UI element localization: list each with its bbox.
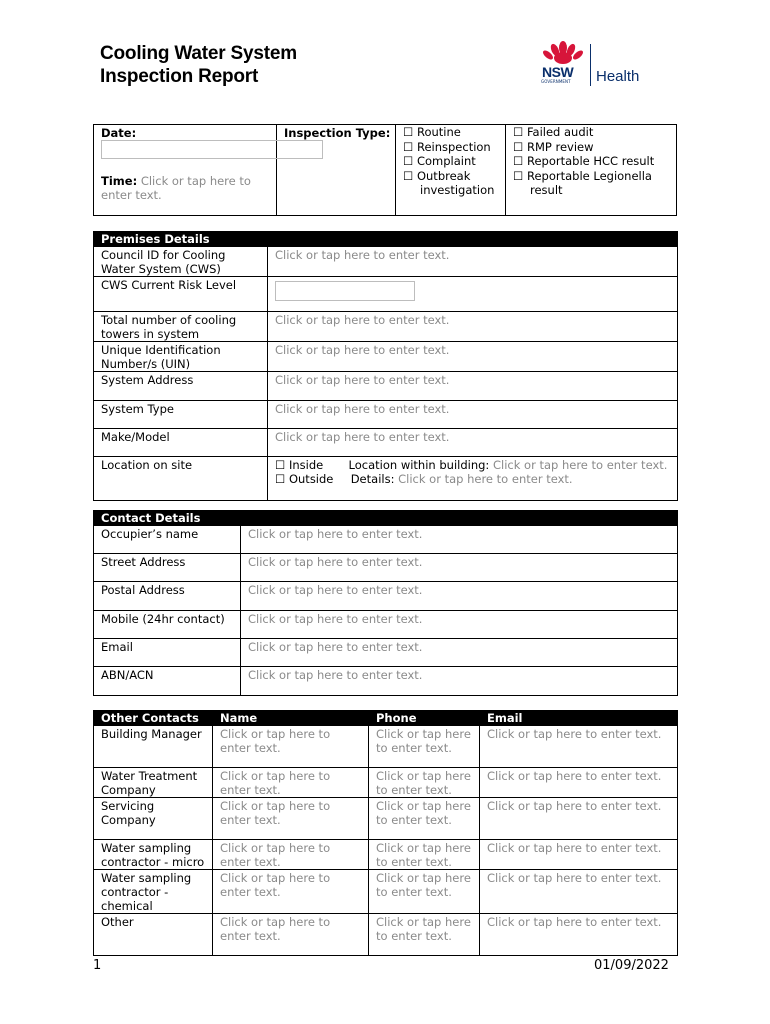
col-header: Name [213,711,369,726]
location-cell [268,457,678,501]
system-type-input[interactable]: Click or tap here to enter text. [268,401,678,429]
date-input[interactable] [101,140,323,159]
row-label: Make/Model [94,429,268,457]
row-label: System Type [94,401,268,429]
row-label: Council ID for Cooling Water System (CWS) [94,247,268,277]
checkbox-reportable-legionella[interactable]: ☐ Reportable Legionella [513,168,652,183]
make-model-input[interactable]: Click or tap here to enter text. [268,429,678,457]
inspection-type-label: Inspection Type: [284,126,391,140]
col-header: Other Contacts [94,711,213,726]
email-input[interactable]: Click or tap here to enter text. [241,639,678,667]
table-row [94,914,678,956]
phone-input[interactable]: Click or tap here to enter text. [369,798,480,840]
nsw-health-logo [538,40,650,88]
waratah-icon [540,40,586,66]
table-row [94,840,678,870]
towers-count-input[interactable]: Click or tap here to enter text. [268,312,678,342]
checkbox-reinspection[interactable]: ☐ Reinspection [403,139,491,154]
phone-input[interactable]: Click or tap here to enter text. [369,840,480,870]
logo-government-text: GOVERNMENT [541,79,571,84]
role-cell: Building Manager [94,726,213,768]
checkbox-outbreak[interactable]: ☐ Outbreak [403,168,471,183]
mobile-input[interactable]: Click or tap here to enter text. [241,611,678,639]
checkbox-legionella-cont: result [530,183,563,197]
risk-level-cell [268,277,678,312]
checkbox-routine[interactable]: ☐ Routine [403,125,461,139]
phone-input[interactable]: Click or tap here to enter text. [369,914,480,956]
row-label: Location on site [94,457,268,501]
checkbox-outside[interactable]: ☐ Outside [275,472,334,486]
table-row [94,768,678,798]
street-address-input[interactable]: Click or tap here to enter text. [241,554,678,582]
row-label: Total number of cooling towers in system [94,312,268,342]
footer-date: 01/09/2022 [594,958,669,973]
row-label: Street Address [94,554,241,582]
email-input[interactable]: Click or tap here to enter text. [480,870,678,914]
divider [505,125,506,215]
email-input[interactable]: Click or tap here to enter text. [480,840,678,870]
divider [276,125,277,215]
name-input[interactable]: Click or tap here to enter text. [213,726,369,768]
checkbox-rmp-review[interactable]: ☐ RMP review [513,139,594,154]
email-input[interactable]: Click or tap here to enter text. [480,726,678,768]
title-line-2: Inspection Report [100,66,259,87]
table-row [94,870,678,914]
abn-acn-input[interactable]: Click or tap here to enter text. [241,667,678,696]
location-within-input[interactable]: Click or tap here to enter text. [492,458,668,472]
inspection-types-col-1 [403,125,494,198]
risk-level-input[interactable] [275,281,415,301]
location-details-input[interactable]: Click or tap here to enter text. [398,472,573,486]
row-label: Occupier’s name [94,526,241,554]
role-cell: Servicing Company [94,798,213,840]
phone-input[interactable]: Click or tap here to enter text. [369,726,480,768]
role-cell: Other [94,914,213,956]
logo-nsw-text: NSW [542,64,574,80]
table-row [94,726,678,768]
col-header: Phone [369,711,480,726]
name-input[interactable]: Click or tap here to enter text. [213,840,369,870]
table-row [94,798,678,840]
row-label: Postal Address [94,582,241,611]
occupier-name-input[interactable]: Click or tap here to enter text. [241,526,678,554]
contact-details-table [93,510,678,696]
phone-input[interactable]: Click or tap here to enter text. [369,870,480,914]
page-number: 1 [93,958,102,973]
name-input[interactable]: Click or tap here to enter text. [213,768,369,798]
row-label: System Address [94,372,268,401]
council-id-input[interactable]: Click or tap here to enter text. [268,247,678,277]
col-header: Email [480,711,678,726]
location-within-label: Location within building: [348,458,490,472]
row-label: Unique Identification Number/s (UIN) [94,342,268,372]
checkbox-reportable-hcc[interactable]: ☐ Reportable HCC result [513,154,655,168]
phone-input[interactable]: Click or tap here to enter text. [369,768,480,798]
premises-header: Premises Details [94,232,678,247]
email-input[interactable]: Click or tap here to enter text. [480,914,678,956]
row-label: CWS Current Risk Level [94,277,268,312]
other-contacts-table [93,710,678,956]
location-details-label: Details: [350,472,395,486]
contact-header: Contact Details [94,511,678,526]
uin-input[interactable]: Click or tap here to enter text. [268,342,678,372]
name-input[interactable]: Click or tap here to enter text. [213,870,369,914]
role-cell: Water sampling contractor - micro [94,840,213,870]
name-input[interactable]: Click or tap here to enter text. [213,914,369,956]
email-input[interactable]: Click or tap here to enter text. [480,768,678,798]
system-address-input[interactable]: Click or tap here to enter text. [268,372,678,401]
logo-health-text: Health [596,68,640,85]
time-label: Time: [101,174,138,188]
checkbox-inside[interactable]: ☐ Inside [275,458,324,472]
time-input[interactable]: Click or tap here to enter text. [101,174,251,202]
page-title [100,42,297,88]
name-input[interactable]: Click or tap here to enter text. [213,798,369,840]
row-label: Email [94,639,241,667]
time-row[interactable] [101,174,271,202]
row-label: ABN/ACN [94,667,241,696]
row-label: Mobile (24hr contact) [94,611,241,639]
checkbox-failed-audit[interactable]: ☐ Failed audit [513,125,594,139]
postal-address-input[interactable]: Click or tap here to enter text. [241,582,678,611]
inspection-types-col-2 [513,125,654,198]
logo-divider [590,44,591,86]
role-cell: Water sampling contractor - chemical [94,870,213,914]
title-line-1: Cooling Water System [100,43,297,64]
checkbox-complaint[interactable]: ☐ Complaint [403,154,476,168]
divider [395,125,396,215]
date-label: Date: [101,126,137,140]
email-input[interactable]: Click or tap here to enter text. [480,798,678,840]
inspection-header-box [93,124,677,216]
checkbox-outbreak-cont: investigation [420,183,495,197]
role-cell: Water Treatment Company [94,768,213,798]
premises-details-table [93,231,678,501]
